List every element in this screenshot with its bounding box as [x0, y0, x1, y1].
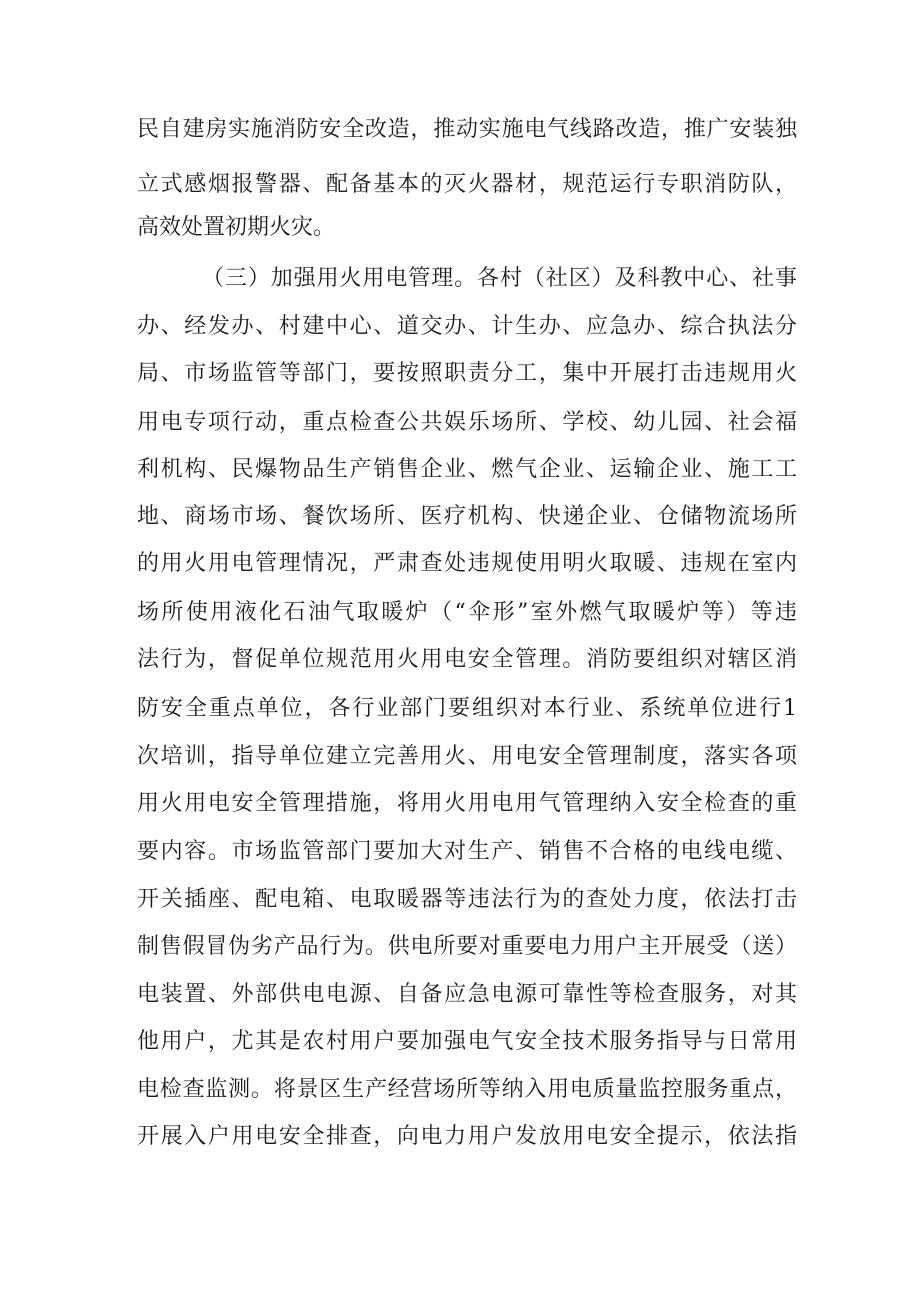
text-line: 的用火用电管理情况，严肃查处违规使用明火取暖、违规在室内 — [137, 551, 797, 576]
text-line: 电装置、外部供电电源、自备应急电源可靠性等检查服务，对其 — [137, 982, 797, 1007]
text-line: 他用户，尤其是农村用户要加强电气安全技术服务指导与日常用 — [137, 1029, 797, 1054]
text-line: 用火用电安全管理措施，将用火用电用气管理纳入安全检查的重 — [137, 791, 797, 816]
text-line: 用电专项行动，重点检查公共娱乐场所、学校、幼儿园、社会福 — [137, 410, 797, 435]
text-line: 防安全重点单位，各行业部门要组织对本行业、系统单位进行1 — [137, 696, 797, 721]
text-line: 开展入户用电安全排查，向电力用户发放用电安全提示，依法指 — [137, 1124, 797, 1149]
text-line: 次培训，指导单位建立完善用火、用电安全管理制度，落实各项 — [137, 744, 797, 769]
text-line: 场所使用液化石油气取暖炉（“伞形”室外燃气取暖炉等）等违 — [137, 600, 797, 625]
text-line: 要内容。市场监管部门要加大对生产、销售不合格的电线电缆、 — [137, 839, 797, 864]
text-line: 高效处置初期火灾。 — [137, 215, 336, 240]
text-line: 民自建房实施消防安全改造，推动实施电气线路改造，推广安装独 — [137, 117, 797, 142]
text-line: 地、商场市场、餐饮场所、医疗机构、快递企业、仓储物流场所 — [137, 504, 797, 529]
text-line: 立式感烟报警器、配备基本的灭火器材，规范运行专职消防队， — [137, 172, 797, 197]
text-line: 制售假冒伪劣产品行为。供电所要对重要电力用户主开展受（送） — [137, 934, 797, 959]
paragraph-heading-line: （三）加强用火用电管理。各村（社区）及科教中心、社事 — [202, 266, 797, 291]
text-line: 电检查监测。将景区生产经营场所等纳入用电质量监控服务重点， — [137, 1077, 797, 1102]
text-line: 办、经发办、村建中心、道交办、计生办、应急办、综合执法分 — [137, 314, 797, 339]
text-line: 利机构、民爆物品生产销售企业、燃气企业、运输企业、施工工 — [137, 457, 797, 482]
text-line: 开关插座、配电箱、电取暖器等违法行为的查处力度，依法打击 — [137, 887, 797, 912]
text-line: 局、市场监管等部门，要按照职责分工，集中开展打击违规用火 — [137, 361, 797, 386]
text-line: 法行为，督促单位规范用火用电安全管理。消防要组织对辖区消 — [137, 647, 797, 672]
